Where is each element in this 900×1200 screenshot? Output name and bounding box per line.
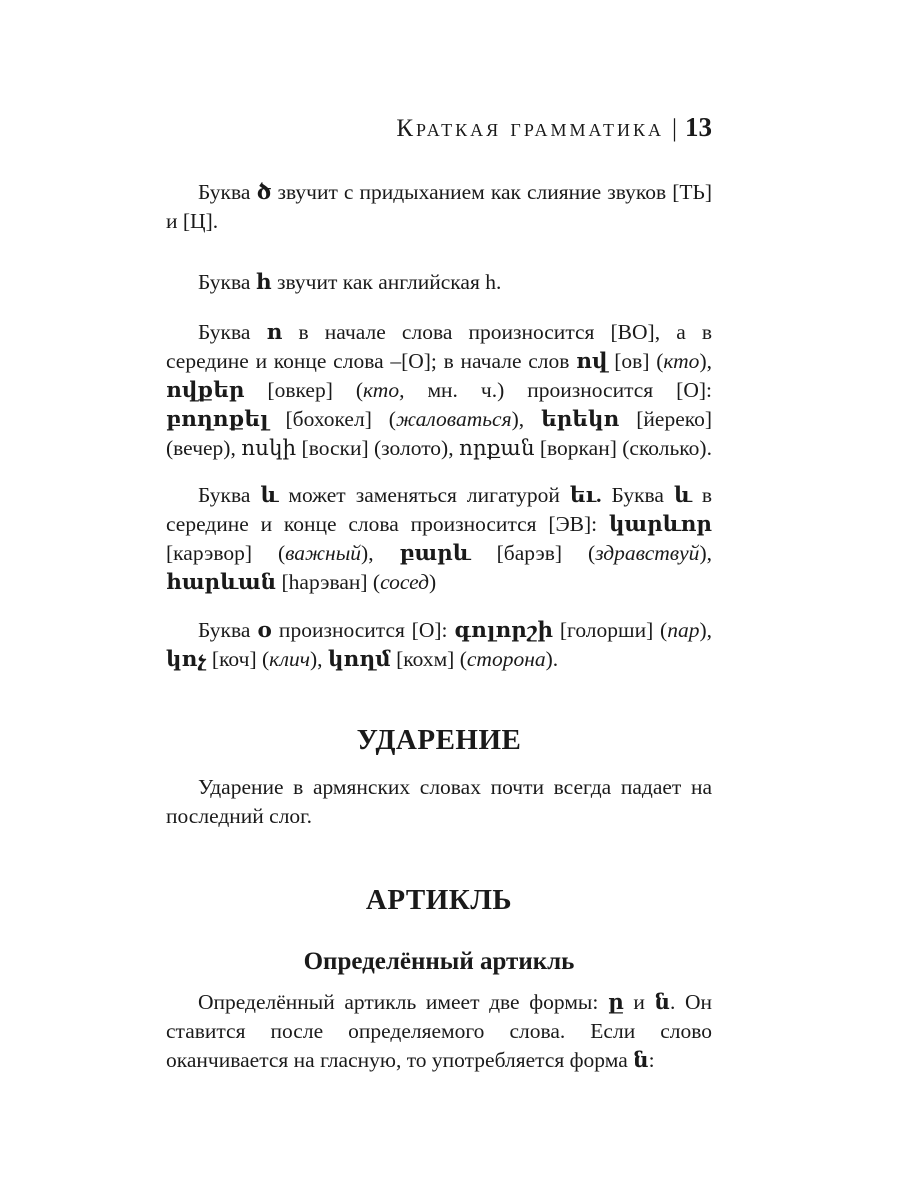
armenian-term: ն (654, 990, 670, 1014)
text-run: ), (310, 647, 328, 671)
armenian-term: բողոքել (166, 407, 269, 431)
text-run: звучит с придыханием как слияние звуков [ТЬ] и [Ц]. (166, 180, 712, 233)
armenian-term: ովքեր (166, 378, 245, 402)
text-run: Буква (198, 270, 256, 294)
text-run: мн. ч.) произносится [О]: (404, 378, 712, 402)
translation: кто, (363, 378, 405, 402)
text-run: [карэвор] ( (166, 541, 286, 565)
translation: пар (667, 618, 700, 642)
text-run: Буква (198, 483, 261, 507)
page-number: 13 (685, 112, 712, 142)
paragraph-ev (166, 481, 712, 597)
translation: кто (663, 349, 700, 373)
text-run: [барэв] ( (470, 541, 596, 565)
paragraph-stress (166, 773, 712, 831)
armenian-term: ն (633, 1048, 649, 1072)
armenian-term: բարև (399, 541, 471, 565)
text-run: Буква (198, 320, 267, 344)
translation: жаловаться (395, 407, 512, 431)
armenian-term: հարևան (166, 570, 277, 594)
paragraph-vo (166, 318, 712, 463)
chapter-title: Краткая грамматика (396, 115, 664, 142)
text-run: [ов] ( (607, 349, 664, 373)
armenian-term: հ (255, 270, 272, 294)
text-run: ) (429, 570, 437, 594)
armenian-term: և (673, 483, 692, 507)
translation: здравствуй (595, 541, 700, 565)
text-run: [hарэван] ( (276, 570, 381, 594)
text-run: [кохм] ( (390, 647, 467, 671)
text-run: Определённый артикль имеет две формы: (198, 990, 608, 1014)
armenian-term: գոլորշի (454, 618, 554, 642)
text-run: и (623, 990, 655, 1014)
armenian-term: ով (576, 349, 608, 373)
text-run: [коч] ( (206, 647, 270, 671)
text-run: в середине и конце слова произносится [ЭВ]: (166, 483, 713, 536)
text-run: ), (361, 541, 400, 565)
text-run: : (648, 1048, 655, 1072)
text-run: может заменяться лигатурой (278, 483, 570, 507)
armenian-term: կողմ (327, 647, 391, 671)
paragraph-o (166, 616, 712, 674)
heading-article: АРТИКЛЬ (365, 884, 513, 916)
armenian-term: կոչ (166, 647, 207, 671)
text-run: Буква (198, 180, 257, 204)
text-run: звучит как английская h. (271, 270, 502, 294)
text-run: Ударение в армянских словах почти всегда падает на последний слог. (166, 775, 712, 828)
text-run: [овкер] ( (244, 378, 364, 402)
armenian-term: ո (266, 320, 283, 344)
separator: | (671, 115, 677, 142)
armenian-term: ը (607, 990, 624, 1014)
armenian-term: և (260, 483, 279, 507)
text-run: Буква (601, 483, 674, 507)
text-run: ), (511, 407, 542, 431)
paragraph-definite-article (166, 988, 712, 1075)
text-run: [йереко] (вечер), ոսկի [воски] (золото), որքան [воркан] (сколько). (166, 407, 712, 460)
text-run: Буква (198, 618, 258, 642)
running-head (396, 112, 712, 143)
text-run: [голорши] ( (553, 618, 668, 642)
translation: сторона (466, 647, 546, 671)
text-run: ). (545, 647, 559, 671)
text-run: . Он ставится после определяемого слова. Если слово оканчивается на гласную, то употребляется форма (166, 990, 712, 1072)
translation: важный (285, 541, 362, 565)
text-run: [бохокел] ( (268, 407, 396, 431)
translation: сосед (380, 570, 429, 594)
armenian-term: երեկո (541, 407, 620, 431)
subheading-definite-article: Определённый артикль (303, 948, 575, 975)
text-run: ), (699, 349, 712, 373)
translation: клич (269, 647, 311, 671)
text-run: произносится [О]: (272, 618, 455, 642)
text-run: ), (699, 541, 712, 565)
armenian-term: օ (257, 618, 273, 642)
paragraph-ts (166, 178, 712, 236)
paragraph-h (166, 268, 712, 297)
armenian-term: կարևոր (608, 512, 712, 536)
text-run: ), (699, 618, 712, 642)
armenian-term: ծ (256, 180, 272, 204)
armenian-term: եւ. (569, 483, 602, 507)
heading-stress: УДАРЕНИЕ (356, 724, 522, 756)
text-run: в начале слова произносится [ВО], а в середине и конце слова –[О]; в начале слов (166, 320, 713, 373)
